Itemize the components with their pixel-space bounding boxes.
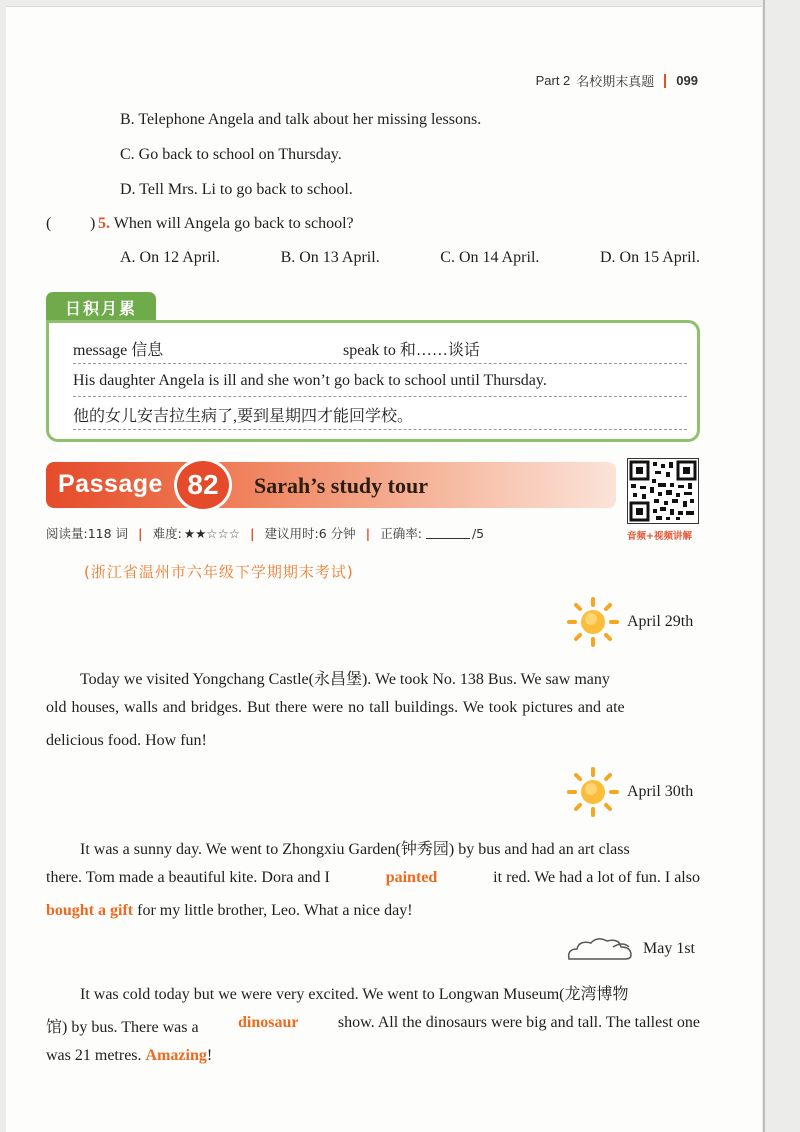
info-separator: | [365,525,371,541]
answer-paren-close: ) [90,215,96,232]
sun-icon [565,596,621,648]
entry-3-line-3 [46,1047,700,1065]
star-filled-icon: ★ [183,525,196,541]
qr-code-icon[interactable] [627,458,699,524]
highlight-word: dinosaur [237,1014,299,1031]
vocab-word-1: message 信息 [73,341,164,359]
vocab-tab: 日积月累 [46,292,156,322]
text-segment: there. Tom made a beautiful kite. Dora and I [46,869,330,886]
option-c: C. On 14 April. [440,249,540,266]
text-segment: it red. We had a lot of fun. I also [493,869,700,886]
option-c: C. Go back to school on Thursday. [120,146,342,163]
info-separator: | [138,525,143,541]
page-edge [763,0,765,1132]
passage-label: Passage [58,470,163,498]
page-number: 099 [676,73,698,88]
entry-2-line-3 [46,902,700,920]
sun-icon [565,766,621,818]
option-d: D. On 15 April. [599,249,700,266]
entry-2-line-1: It was a sunny day. We went to Zhongxiu Garden(钟秀园) by bus and had an art class [80,841,630,858]
accuracy-label: 正确率: [380,526,422,541]
entry-date: May 1st [643,940,695,957]
entry-date: April 29th [627,613,694,630]
vocab-word-2: speak to 和……谈话 [343,341,480,359]
text-segment: was 21 metres. [46,1047,142,1064]
option-d: D. Tell Mrs. Li to go back to school. [120,181,353,198]
passage-number: 82 [174,458,232,512]
difficulty-stars [184,526,240,541]
suggested-time: 建议用时:6 分钟 [264,526,356,541]
qr-caption: 音频+视频讲解 [627,531,692,542]
header-section: 名校期末真题 [576,75,655,90]
text-segment: 馆) by bus. There was a [46,1019,199,1036]
vocab-words-row [73,333,687,364]
accuracy-blank[interactable] [426,527,470,539]
question-5-options [120,249,700,267]
header-divider [664,74,666,88]
question-5 [98,215,354,233]
cloud-icon [565,935,637,963]
accuracy-total: /5 [471,525,485,541]
question-text: When will Angela go back to school? [113,215,354,232]
text-segment: ! [206,1047,213,1064]
option-a: A. On 12 April. [120,249,220,266]
option-b: B. On 13 April. [280,249,380,266]
entry-2-line-2 [46,869,700,887]
question-number: 5. [98,215,110,232]
passage-title: Sarah’s study tour [254,473,428,498]
vocab-sentence-zh: 他的女儿安吉拉生病了,要到星期四才能回学校。 [73,399,687,430]
entry-date: April 30th [627,783,694,800]
text-segment: for my little brother, Leo. What a nice day! [137,902,413,919]
highlight-word: Amazing [145,1047,207,1064]
passage-info [46,524,484,542]
entry-3-line-2 [46,1014,700,1037]
star-empty-icon: ☆ [228,525,240,541]
difficulty-label: 难度: [152,526,182,541]
info-separator: | [249,525,255,541]
highlight-word: bought a gift [46,902,134,919]
passage-source: (浙江省温州市六年级下学期期末考试) [84,563,354,581]
entry-3-line-1: It was cold today but we were very excited. We went to Longwan Museum(龙湾博物 [80,986,629,1003]
entry-1-line-3: delicious food. How fun! [46,732,207,749]
entry-1-line-2: old houses, walls and bridges. But there were no tall buildings. We took pictures and ate [46,699,625,716]
text-segment: show. All the dinosaurs were big and tall. The tallest one [337,1014,700,1031]
option-b: B. Telephone Angela and talk about her missing lessons. [120,111,482,128]
star-empty-icon: ☆ [217,525,229,541]
highlight-word: painted [385,869,438,886]
star-filled-icon: ★ [195,525,207,541]
answer-paren-open: ( [46,215,52,232]
header-part: Part 2 [535,73,571,88]
vocab-box [46,320,700,442]
star-empty-icon: ☆ [206,525,218,541]
vocab-sentence-en: His daughter Angela is ill and she won’t go back to school until Thursday. [73,366,687,397]
running-header [536,71,698,90]
entry-1-line-1: Today we visited Yongchang Castle(永昌堡). We took No. 138 Bus. We saw many [80,671,610,688]
word-count: 阅读量:118 词 [46,526,129,541]
